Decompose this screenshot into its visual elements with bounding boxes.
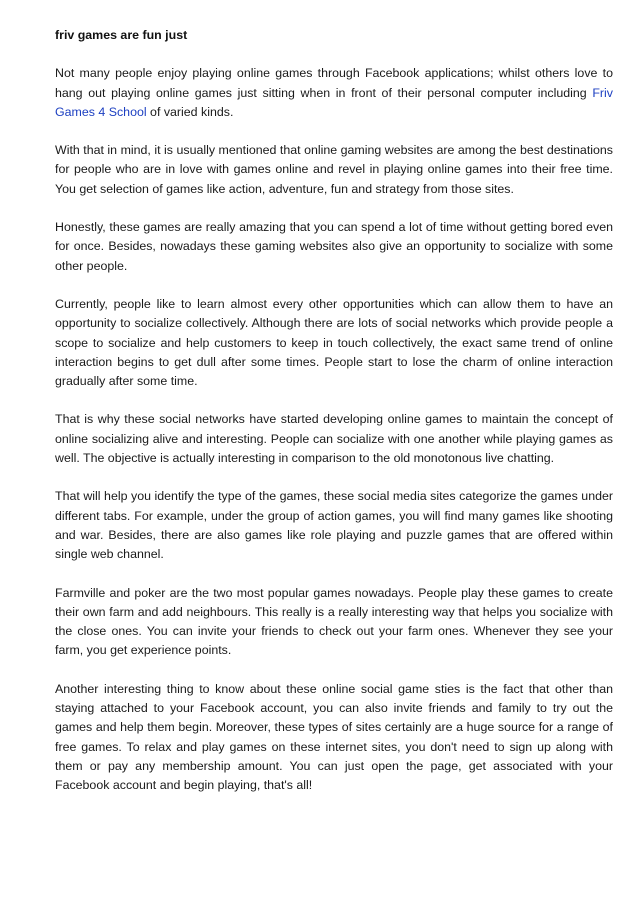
- paragraph-4: Currently, people like to learn almost every other opportunities which can allow them to have an opportunity to socialize collectively. Although there are lots of social networks which provide people a scope to socialize and help customers to keep in touch collectively, the exact same trend of online interaction begins to get dull after some times. People start to lose the charm of online interaction gradually after some time.: [55, 296, 613, 389]
- document-page: [55, 26, 613, 815]
- paragraph-8: Another interesting thing to know about these online social game sties is the fact that other than staying attached to your Facebook account, you can also invite friends and family to try out the games and help them begin. Moreover, these types of sites certainly are a huge source for a range of free games. To relax and play games on these internet sites, you don't need to sign up along with them or pay any membership amount. You can just open the page, get associated with your Facebook account and begin playing, that's all!: [55, 681, 613, 793]
- paragraph-7: Farmville and poker are the two most popular games nowadays. People play these games to create their own farm and add neighbours. This really is a really interesting way that helps you socialize with the close ones. You can invite your friends to check out your farm ones. Whenever they see your farm, you get experience points.: [55, 585, 613, 658]
- document-title: friv games are fun just: [55, 28, 188, 42]
- paragraph-1: [55, 64, 613, 122]
- paragraph-1-text-before: Not many people enjoy playing online games through Facebook applications; whilst others love to hang out playing online games just sitting when in front of their personal computer including: [55, 66, 613, 100]
- paragraph-1-text-after: of varied kinds.: [146, 104, 234, 119]
- paragraph-5: That is why these social networks have started developing online games to maintain the concept of online socializing alive and interesting. People can socialize with one another while playing games as well. The objective is actually interesting in comparison to the old monotonous live chatting.: [55, 412, 613, 466]
- friv-games-link[interactable]: Friv Games 4 School: [55, 85, 613, 119]
- paragraph-6: That will help you identify the type of the games, these social media sites categorize the games under different tabs. For example, under the group of action games, you will find many games like shooting and war. Besides, there are also games like role playing and puzzle games that are offered within single web channel.: [55, 489, 613, 562]
- paragraph-3: Honestly, these games are really amazing that you can spend a lot of time without getting bored even for once. Besides, nowadays these gaming websites also give an opportunity to socialize with some other people.: [55, 220, 613, 273]
- paragraph-2: With that in mind, it is usually mentioned that online gaming websites are among the best destinations for people who are in love with games online and revel in playing online games into their free time. You get selection of games like action, adventure, fun and strategy from those sites.: [55, 143, 613, 196]
